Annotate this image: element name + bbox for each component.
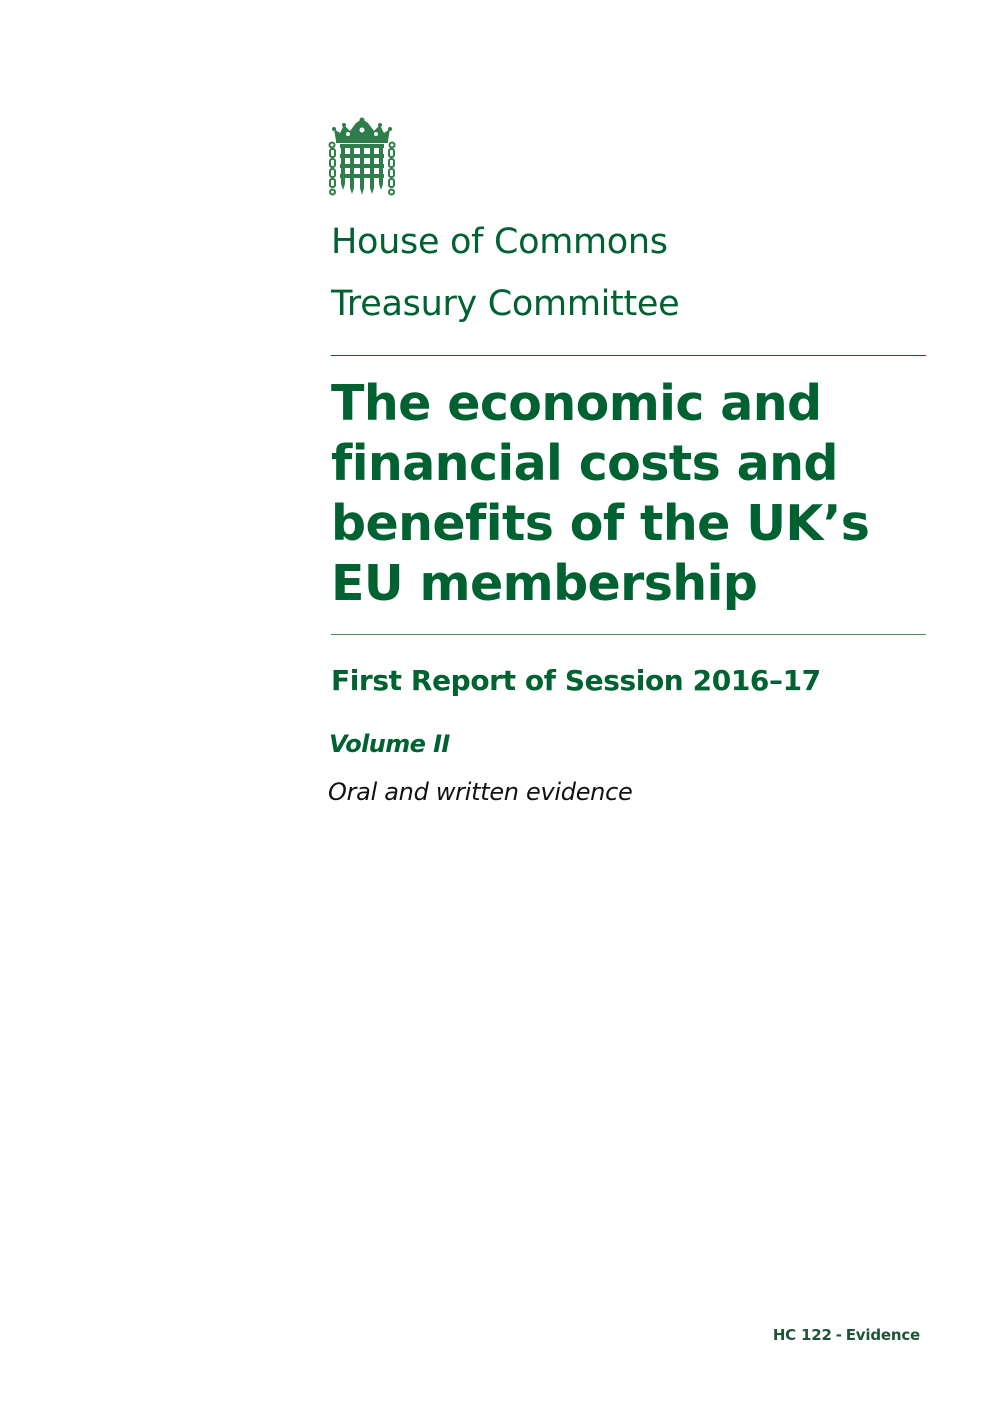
paper-label: Evidence bbox=[845, 1326, 920, 1344]
divider-top bbox=[331, 355, 926, 356]
paper-reference bbox=[773, 1328, 920, 1343]
report-volume: Volume II bbox=[329, 730, 450, 758]
committee-name: Treasury Committee bbox=[331, 284, 680, 324]
report-title-line-3: benefits of the UK’s bbox=[331, 495, 870, 552]
report-session: First Report of Session 2016–17 bbox=[331, 664, 821, 697]
parliament-portcullis-logo bbox=[328, 117, 396, 197]
report-title-line-2: financial costs and bbox=[331, 435, 838, 492]
report-title-line-4: EU membership bbox=[331, 555, 758, 612]
portcullis-crown-icon bbox=[328, 117, 396, 197]
report-title bbox=[331, 374, 931, 614]
paper-reference-separator: - bbox=[835, 1326, 842, 1344]
paper-number: HC 122 bbox=[772, 1326, 832, 1344]
report-content-type: Oral and written evidence bbox=[328, 778, 633, 806]
report-title-line-1: The economic and bbox=[331, 375, 822, 432]
divider-bottom bbox=[331, 634, 926, 635]
house-name: House of Commons bbox=[331, 222, 668, 262]
